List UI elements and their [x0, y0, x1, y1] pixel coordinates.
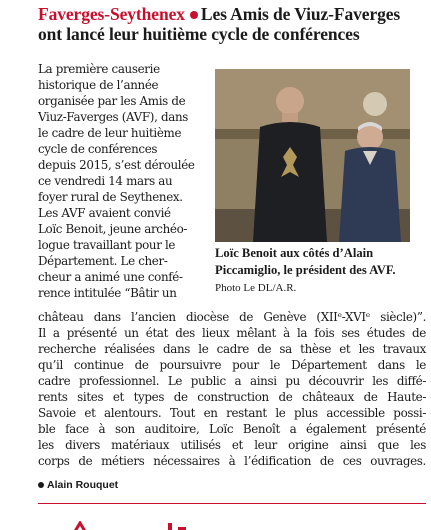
body-line: Viuz-Faverges (AVF), dans: [38, 110, 189, 124]
body-line: Savoie et alentours. Tout en restant le plus accessible possi-: [38, 406, 426, 420]
body-line: ce vendredi 14 mars au: [38, 174, 173, 188]
article-author: [38, 479, 118, 491]
body-line: foyer rural de Seythenex.: [38, 190, 183, 204]
body-line: Loïc Benoit, jeune archéo-: [38, 222, 188, 236]
red-bullet-icon: [190, 11, 198, 19]
body-line: rents sites et types de construction de châteaux de Haute-: [38, 390, 426, 404]
photo-caption: [215, 245, 420, 297]
photo-credit: Photo Le DL/A.R.: [215, 282, 297, 294]
headline-kicker: Faverges-Seythenex: [38, 4, 185, 24]
body-line: château dans l’ancien diocèse de Genève (XIIᵉ-XVIᵉ siècle)”.: [38, 310, 426, 324]
body-line: le cadre de leur huitième: [38, 126, 182, 140]
body-line: depuis 2015, s’est déroulée: [38, 158, 195, 172]
section-divider: [38, 503, 426, 504]
body-text-wide: [38, 309, 426, 469]
body-line: cadre professionnel. Le public a ainsi pu découvrir les diffé-: [38, 374, 426, 388]
headline-title-line1: Les Amis de Viuz-Faverges: [200, 4, 401, 24]
body-text-narrow: [38, 61, 210, 301]
body-line: historique de l’année: [38, 78, 159, 92]
body-line: rence intitulée “Bâtir un: [38, 286, 177, 300]
next-article-fragment: [70, 518, 190, 530]
body-line: Il a présenté un état des lieux mêlant à la fois ses études de: [38, 326, 426, 340]
author-bullet-icon: [38, 482, 44, 488]
body-line: cycle de conférences: [38, 142, 158, 156]
body-line: recherche réalisées dans le cadre de sa thèse et les travaux: [38, 342, 426, 356]
article-photo: [215, 69, 410, 242]
body-line: ble face à son auditoire, Loïc Benoît a également présenté: [38, 422, 426, 436]
caption-text: Loïc Benoit aux côtés d’Alain Piccamiglio, le président des AVF.: [215, 246, 396, 277]
photo-illustration: [215, 69, 410, 242]
body-line: Les AVF avaient convié: [38, 206, 171, 220]
article-headline: [38, 4, 426, 44]
body-line: cheur a animé une confé-: [38, 270, 183, 284]
body-line: Département. Le cher-: [38, 254, 168, 268]
body-line: les divers matériaux utilisés et leur origine ainsi que les: [38, 438, 426, 452]
body-line: La première causerie: [38, 62, 160, 76]
body-line: qu’il continue de poursuivre pour le Département dans le: [38, 358, 426, 372]
body-line: corps de métiers nécessaires à l’édification de ces ouvrages.: [38, 454, 426, 468]
body-line: logue travaillant pour le: [38, 238, 176, 252]
cut-off-heading-icon: [70, 521, 190, 530]
author-name: Alain Rouquet: [47, 479, 119, 491]
headline-title-line2: ont lancé leur huitième cycle de conférences: [38, 24, 360, 44]
body-line: organisée par les Amis de: [38, 94, 186, 108]
